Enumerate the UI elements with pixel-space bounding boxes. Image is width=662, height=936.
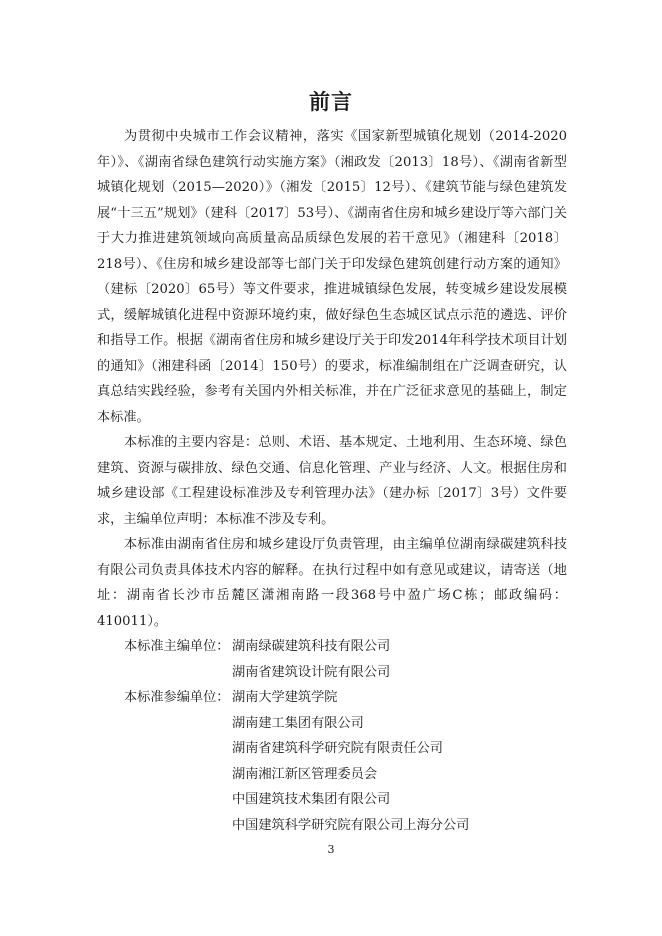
participating-unit-name: 中国建筑技术集团有限公司 [232,792,391,807]
participating-unit-row [97,685,567,711]
paragraph-purpose: 为贯彻中央城市工作会议精神，落实《国家新型城镇化规划（2014-2020年）》、《湖南省绿色建筑行动实施方案》（湘政发〔2013〕18号）、《湖南省新型城镇化规划（2015—2020）》（湘发〔2015〕12号）、《建筑节能与绿色建筑发展“十三五”规划》（建科〔2017〕53号）、《湖南省住房和城乡建设厅等六部门关于大力推进建筑领域向高质量高品质绿色发展的若干意见》（湘建科〔2018〕218号）、《住房和城乡建设部等七部门关于印发绿色建筑创建行动方案的通知》（建标〔2020〕65号）等文件要求，推进城镇绿色发展，转变城乡建设发展模式，缓解城镇化进程中资源环境约束，做好绿色生态城区试点示范的遴选、评价和指导工作。根据《湖南省住房和城乡建设厅关于印发2014年科学技术项目计划的通知》（湘建科函〔2014〕150号）的要求，标准编制组在广泛调查研究，认真总结实践经验，参考有关国内外相关标准，并在广泛征求意见的基础上，制定本标准。 [97,129,567,425]
page-number: 3 [327,843,335,856]
participating-unit-name: 湖南省建筑科学研究院有限责任公司 [232,741,443,756]
participating-unit-name: 中国建筑科学研究院有限公司上海分公司 [232,817,470,833]
chief-unit-row [97,634,567,660]
chief-unit-name: 湖南省建筑设计院有限公司 [232,664,391,680]
participating-unit-name: 湖南建工集团有限公司 [232,715,364,731]
participating-unit-name: 湖南湘江新区管理委员会 [232,766,378,782]
paragraph-contents: 本标准的主要内容是：总则、术语、基本规定、土地利用、生态环境、绿色建筑、资源与碳排放、绿色交通、信息化管理、产业与经济、人文。根据住房和城乡建设部《工程建设标准涉及专利管理办法》（建办标〔2017〕3号）文件要求，主编单位声明：本标准不涉及专利。 [97,435,567,527]
chief-unit-name: 湖南绿碳建筑科技有限公司 [232,639,391,654]
participating-units-label: 本标准参编单位： [124,690,230,705]
participating-unit-name: 湖南大学建筑学院 [232,690,338,705]
chief-units-label: 本标准主编单位： [124,639,230,654]
document-body [97,124,567,838]
paragraph-management: 本标准由湖南省住房和城乡建设厅负责管理，由主编单位湖南绿碳建筑科技有限公司负责具体技术内容的解释。在执行过程中如有意见或建议，请寄送（地址：湖南省长沙市岳麓区潇湘南路一段368号中盈广场C栋；邮政编码：410011）。 [97,537,567,629]
page-title: 前言 [309,90,353,114]
